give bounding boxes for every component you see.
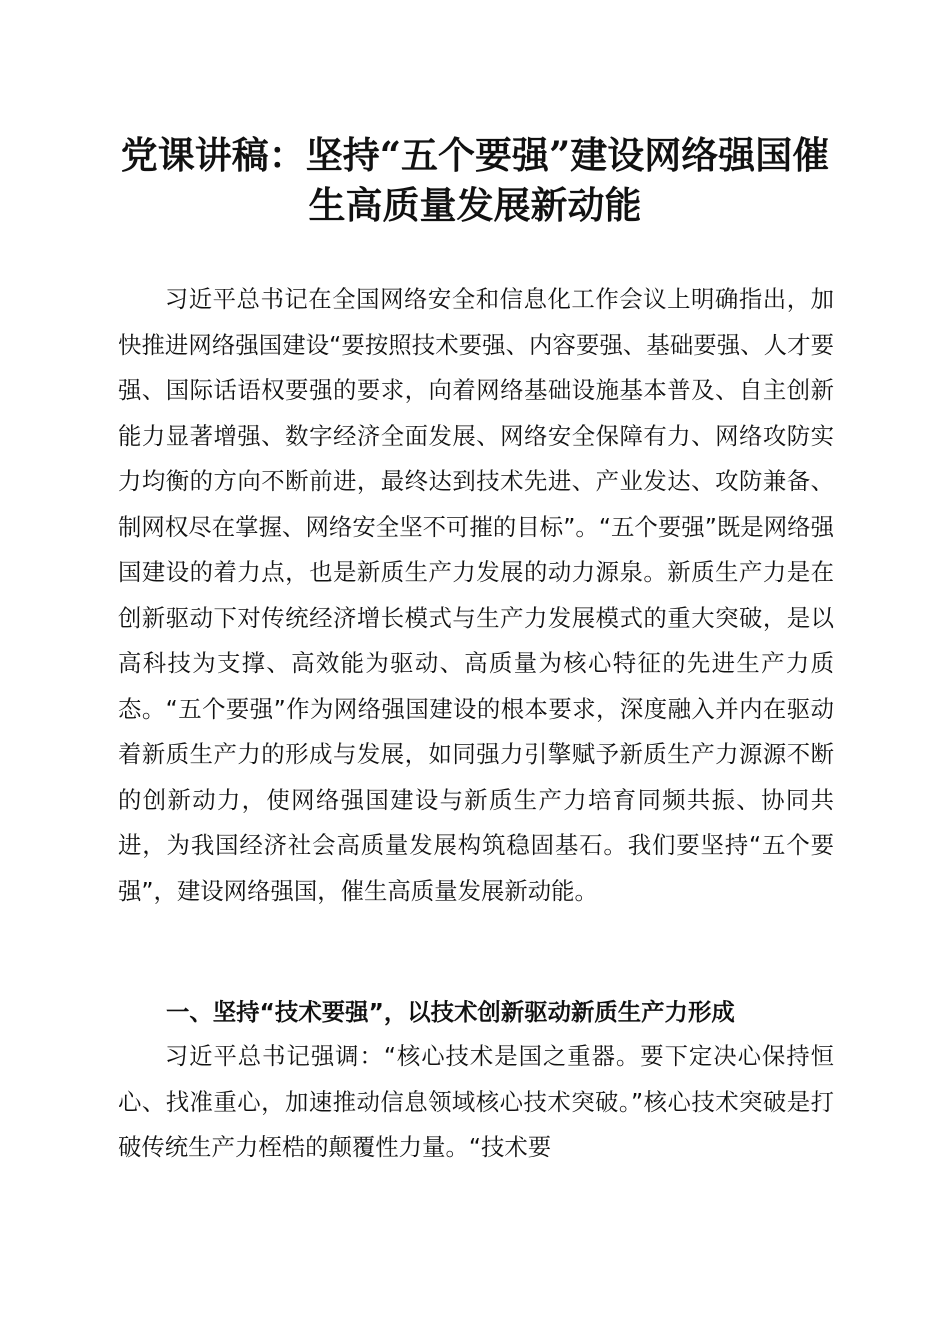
document-title-line-1: 党课讲稿：坚持“五个要强”建设网络强国催 (120, 133, 830, 177)
document-title-line-2: 生高质量发展新动能 (308, 183, 642, 227)
intro-paragraph: 习近平总书记在全国网络安全和信息化工作会议上明确指出，加快推进网络强国建设“要按照技术要强、内容要强、基础要强、人才要强、国际话语权要强的要求，向着网络基础设施基本普及、自主创新能力显著增强、数字经济全面发展、网络安全保障有力、网络攻防实力均衡的方向不断前进，最终达到技术先进、产业发达、攻防兼备、制网权尽在掌握、网络安全坚不可摧的目标”。“五个要强”既是网络强国建设的着力点，也是新质生产力发展的动力源泉。新质生产力是在创新驱动下对传统经济增长模式与生产力发展模式的重大突破，是以高科技为支撑、高效能为驱动、高质量为核心特征的先进生产力质态。“五个要强”作为网络强国建设的根本要求，深度融入并内在驱动着新质生产力的形成与发展，如同强力引擎赋予新质生产力源源不断的创新动力，使网络强国建设与新质生产力培育同频共振、协同共进，为我国经济社会高质量发展构筑稳固基石。我们要坚持“五个要强”，建设网络强国，催生高质量发展新动能。 (118, 285, 834, 905)
section-1-paragraph: 习近平总书记强调：“核心技术是国之重器。要下定决心保持恒心、找准重心，加速推动信息领域核心技术突破。”核心技术突破是打破传统生产力桎梏的颠覆性力量。“技术要 (118, 1042, 834, 1161)
document-title (110, 130, 840, 230)
section-1-heading: 一、坚持“技术要强”，以技术创新驱动新质生产力形成 (166, 998, 735, 1026)
